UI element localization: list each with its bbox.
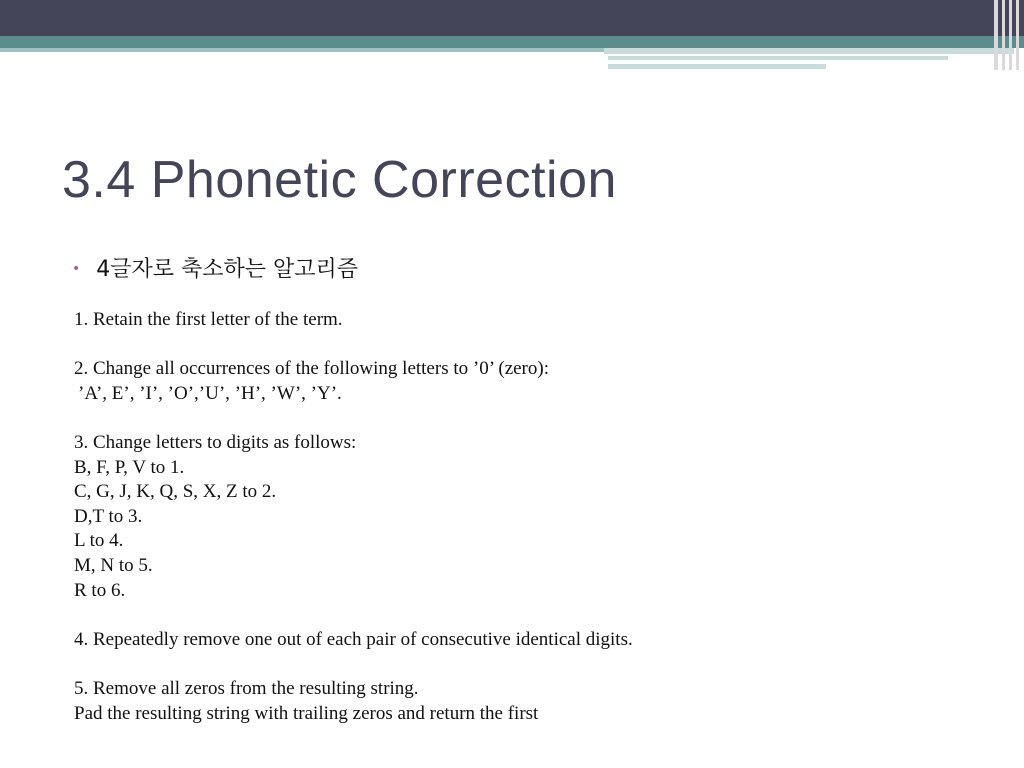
step-3-rule: D,T to 3. — [74, 505, 143, 527]
step-2-line-2: ’A’, E’, ’I’, ’O’,’U’, ’H’, ’W’, ’Y’. — [78, 382, 342, 404]
step-2-line-1: 2. Change all occurrences of the following letters to ’0’ (zero): — [74, 358, 549, 380]
step-3-rule: M, N to 5. — [74, 554, 153, 576]
step-3-rule: B, F, P, V to 1. — [74, 456, 185, 478]
bullet-icon: • — [72, 261, 81, 277]
step-5-line-2: Pad the resulting string with trailing zeros and return the first — [74, 702, 539, 724]
slide-title: 3.4 Phonetic Correction — [62, 151, 617, 209]
step-3-line-1: 3. Change letters to digits as follows: — [74, 431, 357, 453]
step-3-rule: L to 4. — [74, 530, 124, 552]
header-dark-band — [0, 0, 1024, 36]
step-4: 4. Repeatedly remove one out of each pair of consecutive identical digits. — [74, 628, 633, 650]
bullet-item — [72, 252, 358, 283]
header-light-strip-right — [604, 48, 1014, 54]
step-5-line-1: 5. Remove all zeros from the resulting string. — [74, 677, 419, 699]
step-3-rule: R to 6. — [74, 579, 126, 601]
header-accent-line — [608, 56, 948, 60]
bullet-text: 4글자로 축소하는 알고리즘 — [96, 257, 359, 282]
header-accent-line-short — [608, 64, 826, 69]
step-3-rule: C, G, J, K, Q, S, X, Z to 2. — [74, 481, 277, 503]
step-1: 1. Retain the first letter of the term. — [74, 309, 343, 330]
header-right-bars — [990, 0, 1024, 70]
header-light-strip — [0, 48, 604, 52]
algorithm-steps — [74, 308, 974, 726]
header-teal-band — [0, 36, 1024, 48]
